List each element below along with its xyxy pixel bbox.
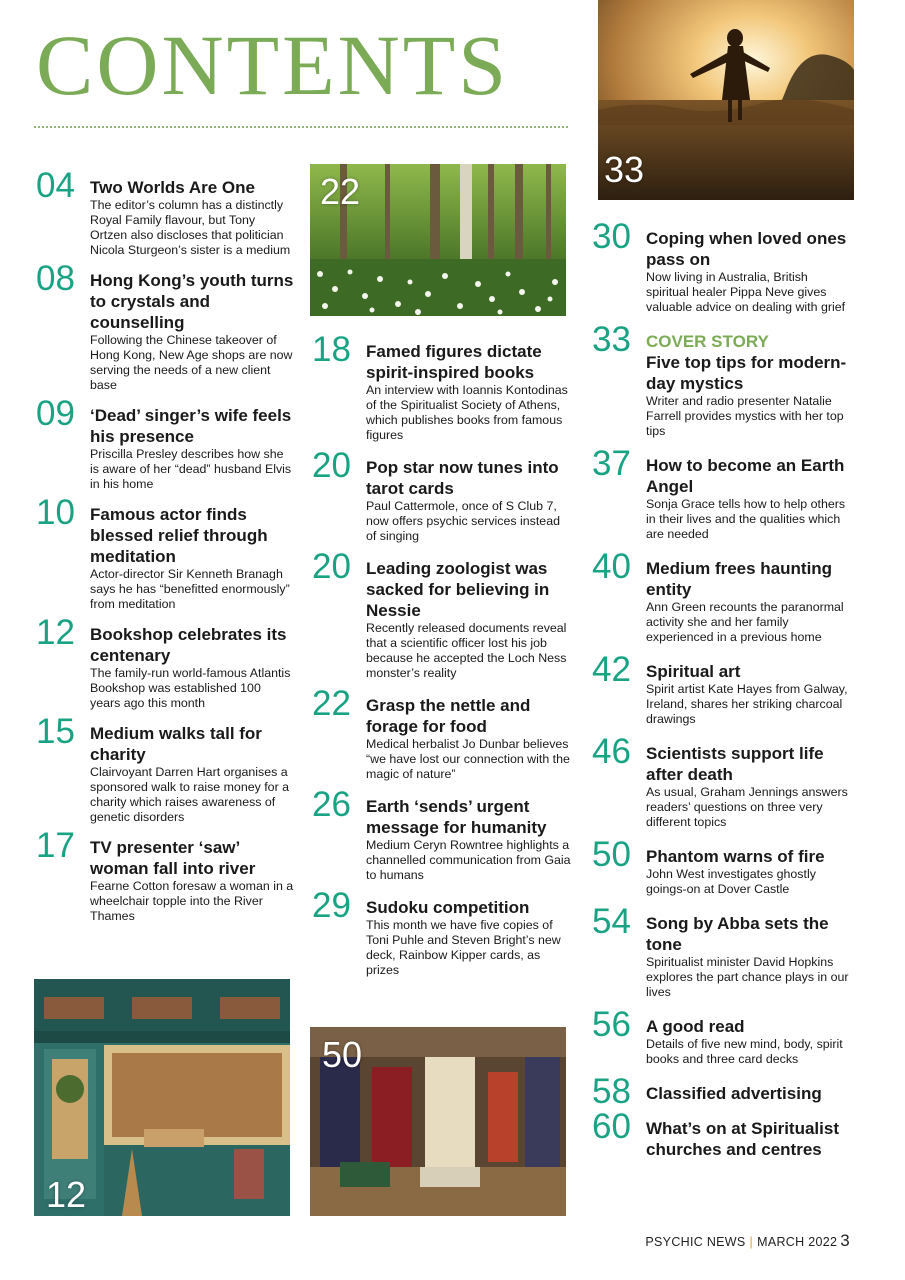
entry-description: Ann Green recounts the paranormal activity she and her family experienced in a previous home — [646, 600, 844, 644]
entry-headline: Hong Kong’s youth turns to crystals and counselling — [90, 271, 294, 332]
cover-story-tag: COVER STORY — [646, 332, 769, 351]
photo-bookshop — [34, 979, 290, 1216]
entry-headline: TV presenter ‘saw’ woman fall into river — [90, 838, 256, 878]
entry-description: Writer and radio presenter Natalie Farrell provides mystics with her top tips — [646, 394, 844, 438]
toc-entry[interactable] — [34, 166, 294, 258]
entry-headline: What’s on at Spiritualist churches and centres — [646, 1119, 839, 1159]
page-number: 3 — [840, 1231, 850, 1250]
entry-description: Actor-director Sir Kenneth Branagh says he has “benefitted enormously” from meditation — [90, 567, 290, 611]
entry-description: John West investigates ghostly goings-on at Dover Castle — [646, 867, 816, 896]
entry-headline: Phantom warns of fire — [646, 847, 825, 866]
entry-page-number: 56 — [592, 1005, 631, 1044]
toc-entry[interactable] — [34, 613, 294, 711]
toc-entry[interactable] — [310, 886, 572, 978]
entry-page-number: 20 — [312, 547, 351, 586]
entry-page-number: 17 — [36, 826, 75, 865]
toc-entry[interactable] — [590, 650, 852, 727]
entry-page-number: 08 — [36, 259, 75, 298]
photo-sunset — [598, 0, 854, 200]
entry-page-number: 04 — [36, 166, 75, 205]
entry-description: As usual, Graham Jennings answers readers’ questions on three very different topics — [646, 785, 848, 829]
toc-entry[interactable] — [590, 547, 852, 645]
entry-page-number: 30 — [592, 217, 631, 256]
entry-description: Spirit artist Kate Hayes from Galway, Ireland, shares her striking charcoal drawings — [646, 682, 848, 726]
entry-description: Medium Ceryn Rowntree highlights a channelled communication from Gaia to humans — [366, 838, 571, 882]
toc-entry[interactable] — [310, 330, 572, 443]
entry-description: Clairvoyant Darren Hart organises a sponsored walk to raise money for a charity which raises awareness of genetic disorders — [90, 765, 290, 824]
photo-forest — [310, 164, 566, 316]
entry-headline: ‘Dead’ singer’s wife feels his presence — [90, 406, 292, 446]
toc-entry[interactable] — [34, 259, 294, 393]
entry-page-number: 26 — [312, 785, 351, 824]
toc-entry[interactable] — [34, 712, 294, 825]
entry-headline: Grasp the nettle and forage for food — [366, 696, 531, 736]
entry-description: Details of five new mind, body, spirit books and three card decks — [646, 1037, 843, 1066]
entry-page-number: 10 — [36, 493, 75, 532]
entry-headline: Sudoku competition — [366, 898, 530, 917]
entry-description: This month we have five copies of Toni Puhle and Steven Bright’s new deck, Rainbow Kipper cards, as prizes — [366, 918, 561, 977]
entry-page-number: 37 — [592, 444, 631, 483]
entry-headline: Five top tips for modern-day mystics — [646, 353, 847, 393]
toc-entry-cover-story[interactable] — [590, 320, 852, 439]
entry-page-number: 50 — [592, 835, 631, 874]
entry-headline: Classified advertising — [646, 1084, 822, 1103]
photo-castle — [310, 1027, 566, 1216]
middle-column — [310, 330, 572, 992]
toc-entry[interactable] — [590, 1072, 852, 1111]
entry-description: The editor’s column has a distinctly Royal Family flavour, but Tony Ortzen also discloses that politician Nicola Sturgeon’s sister is a medium — [90, 198, 291, 257]
toc-entry[interactable] — [590, 217, 852, 315]
title-divider — [34, 126, 568, 128]
entry-headline: Two Worlds Are One — [90, 178, 255, 197]
entry-page-number: 40 — [592, 547, 631, 586]
entry-page-number: 15 — [36, 712, 75, 751]
entry-page-number: 12 — [36, 613, 75, 652]
entry-page-number: 60 — [592, 1107, 631, 1146]
entry-headline: Medium frees haunting entity — [646, 559, 833, 599]
toc-entry[interactable] — [310, 446, 572, 544]
entry-headline: Leading zoologist was sacked for believing in Nessie — [366, 559, 550, 620]
toc-entry[interactable] — [34, 826, 294, 924]
toc-entry[interactable] — [310, 547, 572, 681]
entry-page-number: 09 — [36, 394, 75, 433]
entry-description: An interview with Ioannis Kontodinas of the Spiritualist Society of Athens, which publishes books from famous figures — [366, 383, 568, 442]
entry-page-number: 33 — [592, 320, 631, 359]
page-footer — [645, 1231, 850, 1251]
entry-headline: Pop star now tunes into tarot cards — [366, 458, 559, 498]
toc-entry[interactable] — [590, 902, 852, 1000]
entry-page-number: 29 — [312, 886, 351, 925]
entry-headline: Medium walks tall for charity — [90, 724, 262, 764]
photo-sunset-page-number: 33 — [604, 149, 645, 190]
entry-description: Paul Cattermole, once of S Club 7, now offers psychic services instead of singing — [366, 499, 560, 543]
entry-page-number: 18 — [312, 330, 351, 369]
entry-headline: Earth ‘sends’ urgent message for humanity — [366, 797, 547, 837]
entry-headline: How to become an Earth Angel — [646, 456, 845, 496]
entry-description: Recently released documents reveal that a scientific officer lost his job because he accepted the Loch Ness monster’s reality — [366, 621, 567, 680]
entry-description: Now living in Australia, British spiritual healer Pippa Neve gives valuable advice on dealing with grief — [646, 270, 846, 314]
photo-castle-page-number: 50 — [322, 1034, 363, 1075]
entry-description: Sonja Grace tells how to help others in their lives and the qualities which are needed — [646, 497, 846, 541]
toc-entry[interactable] — [34, 394, 294, 492]
entry-headline: Spiritual art — [646, 662, 741, 681]
entry-description: Priscilla Presley describes how she is aware of her “dead” husband Elvis in his home — [90, 447, 292, 491]
entry-description: Medical herbalist Jo Dunbar believes “we have lost our connection with the magic of nature” — [366, 737, 570, 781]
photo-forest-page-number: 22 — [320, 171, 361, 212]
entry-page-number: 42 — [592, 650, 631, 689]
entry-headline: Famed figures dictate spirit-inspired books — [366, 342, 542, 382]
left-column — [34, 166, 294, 936]
entry-headline: Famous actor finds blessed relief through meditation — [90, 505, 268, 566]
right-column — [590, 217, 852, 1160]
toc-entry[interactable] — [310, 684, 572, 782]
entry-headline: A good read — [646, 1017, 745, 1036]
toc-entry[interactable] — [590, 835, 852, 897]
toc-entry[interactable] — [590, 444, 852, 542]
footer-separator: | — [749, 1235, 754, 1249]
toc-entry[interactable] — [34, 493, 294, 612]
issue-date: MARCH 2022 — [757, 1235, 838, 1249]
magazine-name: PSYCHIC NEWS — [645, 1235, 746, 1249]
toc-entry[interactable] — [590, 1107, 852, 1160]
entry-description: The family-run world-famous Atlantis Bookshop was established 100 years ago this month — [90, 666, 291, 710]
toc-entry[interactable] — [590, 1005, 852, 1067]
photo-bookshop-page-number: 12 — [46, 1174, 87, 1215]
entry-description: Following the Chinese takeover of Hong Kong, New Age shops are now serving the needs of a new client base — [90, 333, 293, 392]
toc-entry[interactable] — [590, 732, 852, 830]
entry-headline: Scientists support life after death — [646, 744, 824, 784]
toc-entry[interactable] — [310, 785, 572, 883]
entry-page-number: 22 — [312, 684, 351, 723]
entry-page-number: 20 — [312, 446, 351, 485]
entry-headline: Song by Abba sets the tone — [646, 914, 829, 954]
entry-description: Spiritualist minister David Hopkins explores the part chance plays in our lives — [646, 955, 849, 999]
entry-headline: Coping when loved ones pass on — [646, 229, 847, 269]
page-title: CONTENTS — [36, 17, 510, 113]
entry-page-number: 46 — [592, 732, 631, 771]
entry-page-number: 54 — [592, 902, 631, 941]
entry-description: Fearne Cotton foresaw a woman in a wheelchair topple into the River Thames — [90, 879, 294, 923]
entry-page-number: 58 — [592, 1072, 631, 1111]
entry-headline: Bookshop celebrates its centenary — [90, 625, 287, 665]
